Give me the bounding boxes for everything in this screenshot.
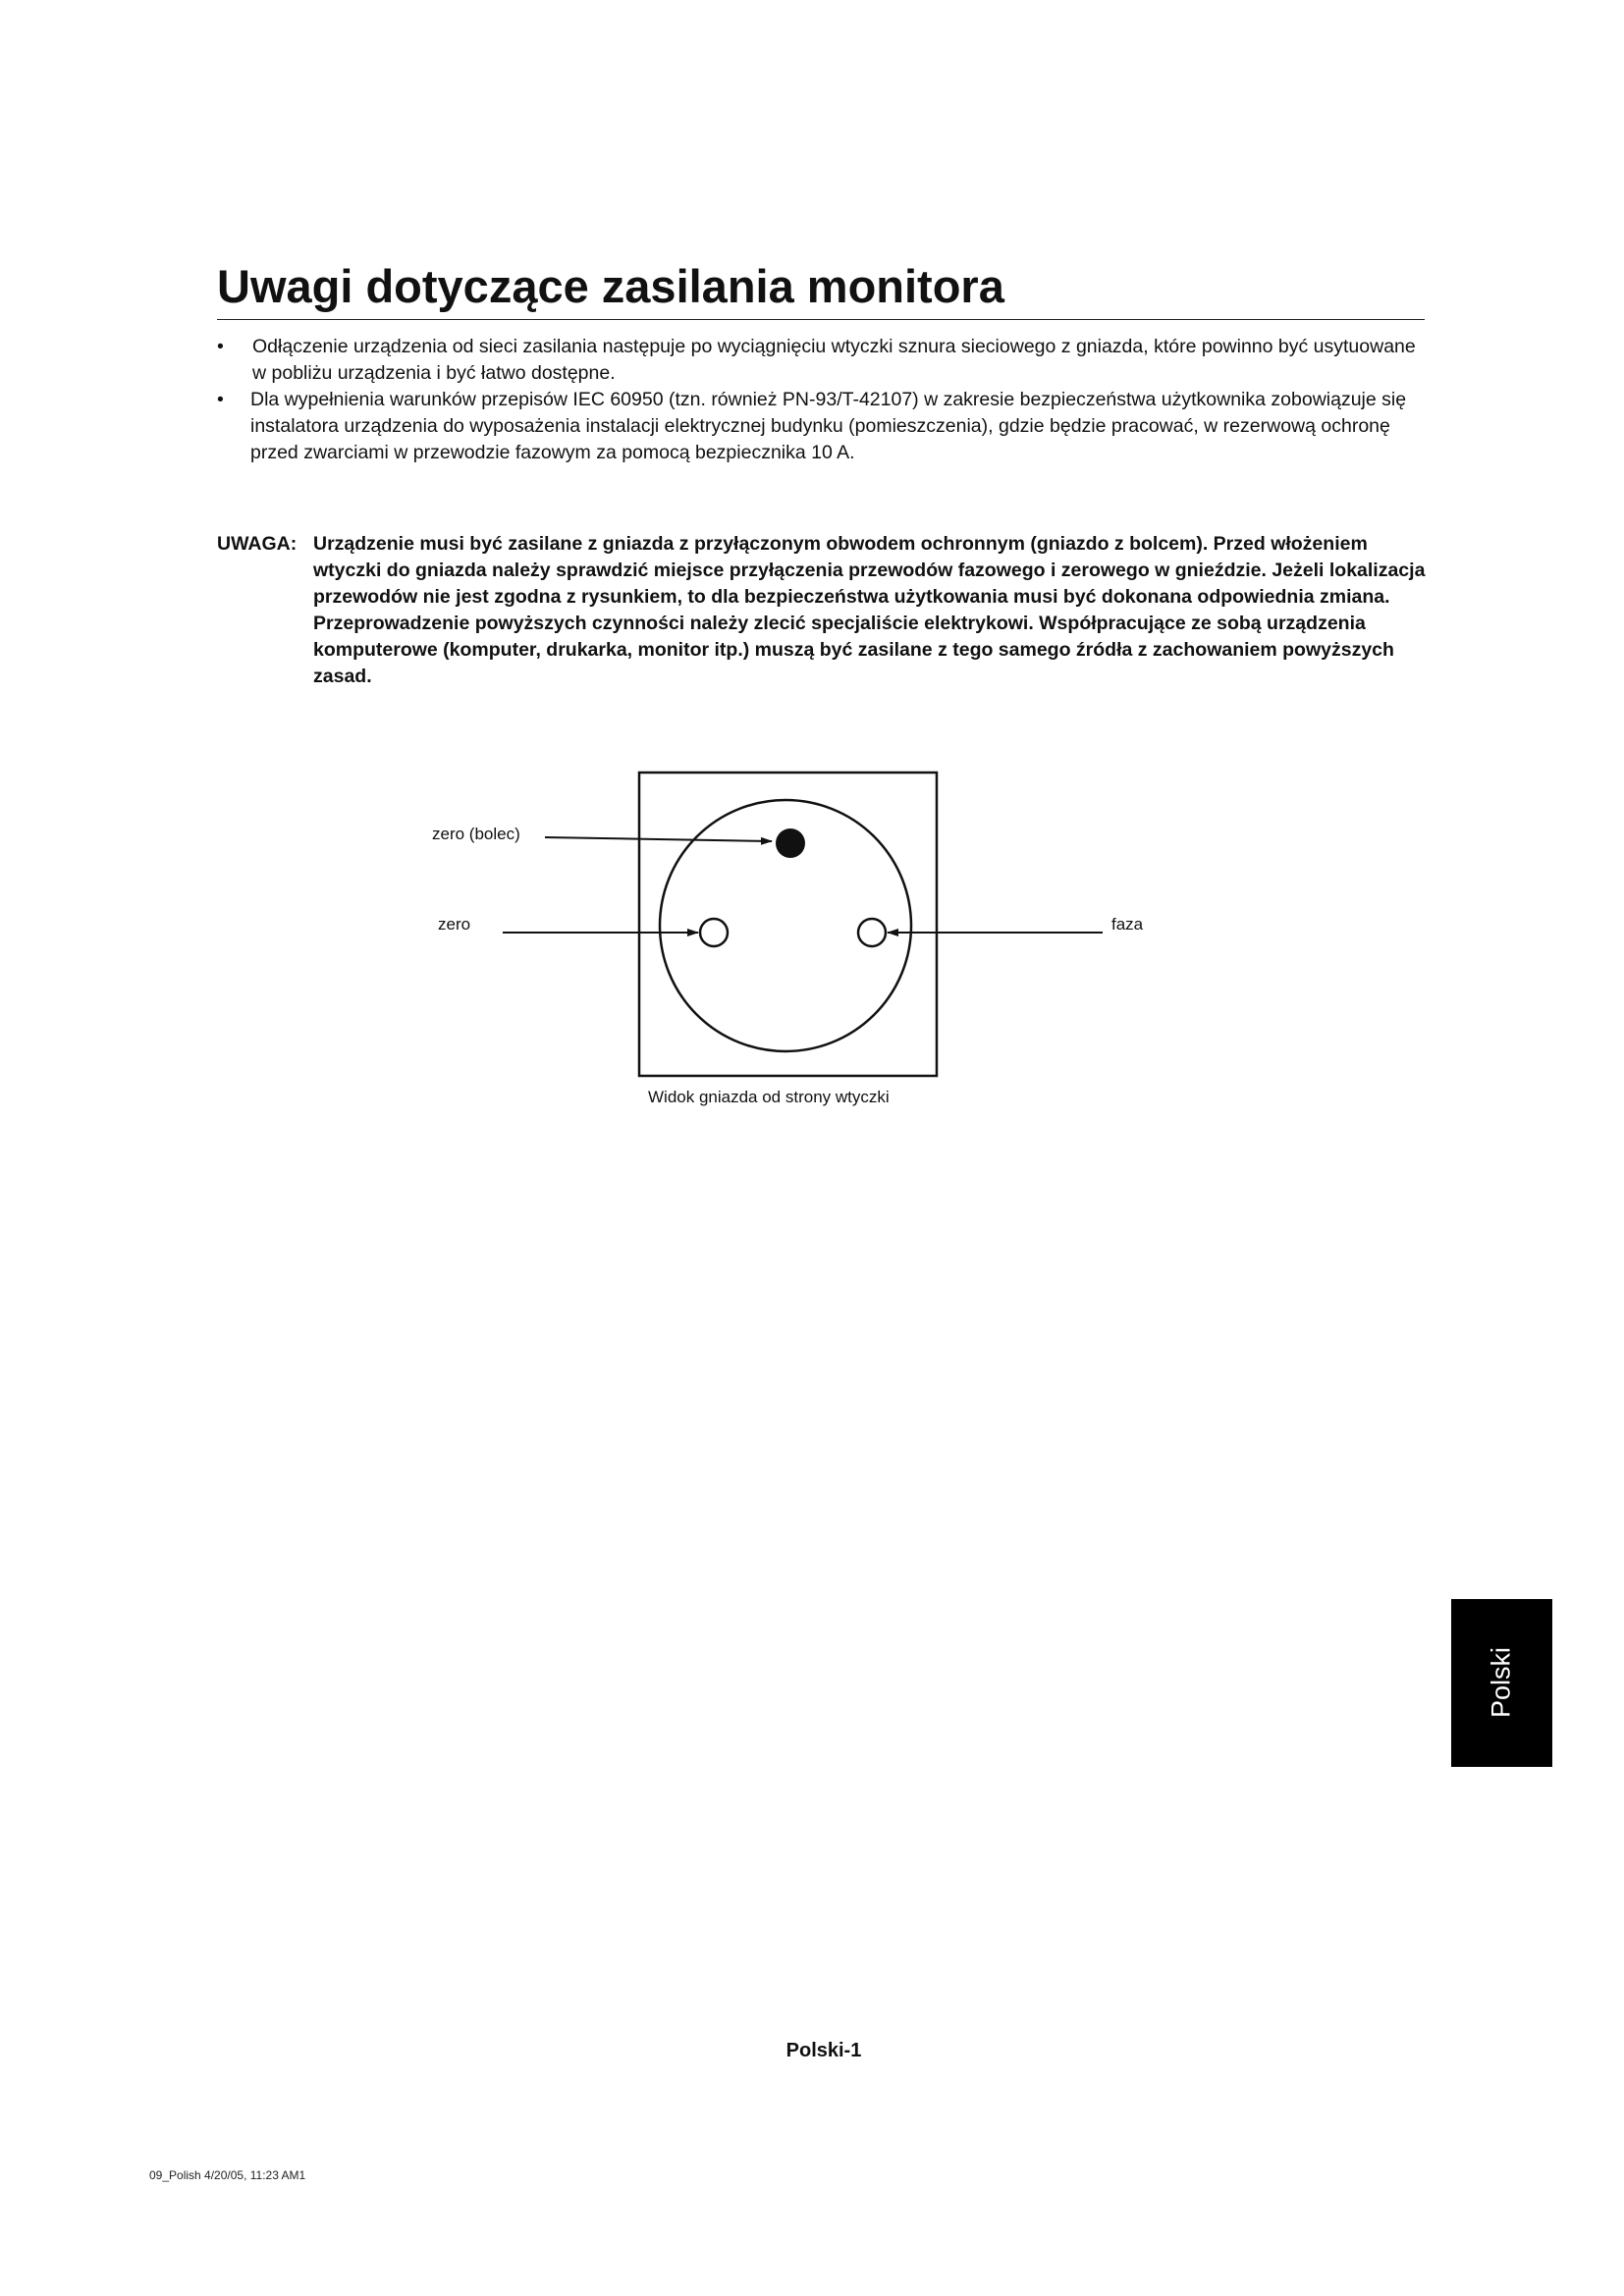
page-number: Polski-1 xyxy=(785,2040,862,2061)
bullet-marker: • xyxy=(217,389,224,410)
phase-hole xyxy=(858,919,886,946)
list-item xyxy=(217,334,1435,387)
title-divider xyxy=(217,319,1425,320)
list-item-text: Dla wypełnienia warunków przepisów IEC 60950 (tzn. również PN-93/T-42107) w zakresie bezpieczeństwa użytkownika zobowiązuje się instalatora urządzenia do wyposażenia instalacji elektrycznej budynku (pomieszczenia), gdzie będzie pracować, w rezerwową ochronę przed zwarciami w przewodzie fazowym za pomocą bezpiecznika 10 A. xyxy=(250,389,1407,463)
arrow-ground-pin xyxy=(545,837,772,841)
warning-block xyxy=(217,531,1431,690)
socket-diagram-graphic xyxy=(412,766,1178,1119)
label-phase: faza xyxy=(1111,915,1144,934)
warning-text: Urządzenie musi być zasilane z gniazda z przyłączonym obwodem ochronnym (gniazdo z bolcem). Przed włożeniem wtyczki do gniazda należy sprawdzić miejsce przyłączenia przewodów fazowego i zerowego w gnieździe. Jeżeli lokalizacja przewodów nie jest zgodna z rysunkiem, to dla bezpieczeństwa użytkowania musi być dokonana odpowiednia zmiana. Przeprowadzenie powyższych czynności należy zlecić specjaliście elektrykowi. Współpracujące ze sobą urządzenia komputerowe (komputer, drukarka, monitor itp.) muszą być zasilane z tego samego źródła z zachowaniem powyższych zasad. xyxy=(313,533,1426,687)
ground-pin xyxy=(776,828,805,858)
language-tab-label: Polski xyxy=(1486,1646,1516,1719)
page-title: Uwagi dotyczące zasilania monitora xyxy=(217,260,1004,312)
language-tab xyxy=(1451,1599,1552,1767)
diagram-caption: Widok gniazda od strony wtyczki xyxy=(648,1088,890,1106)
socket-diagram xyxy=(412,766,1178,1119)
list-item xyxy=(217,387,1435,466)
label-neutral: zero xyxy=(438,915,471,934)
notes-list xyxy=(217,334,1435,466)
bullet-marker: • xyxy=(217,336,224,357)
socket-frame xyxy=(639,773,937,1076)
label-ground-pin: zero (bolec) xyxy=(432,825,520,843)
print-footer: 09_Polish 4/20/05, 11:23 AM1 xyxy=(149,2168,306,2182)
list-item-text: Odłączenie urządzenia od sieci zasilania następuje po wyciągnięciu wtyczki sznura sieciowego z gniazda, które powinno być usytuowane w pobliżu urządzenia i być łatwo dostępne. xyxy=(252,336,1416,384)
warning-label: UWAGA: xyxy=(217,533,298,555)
neutral-hole xyxy=(700,919,728,946)
